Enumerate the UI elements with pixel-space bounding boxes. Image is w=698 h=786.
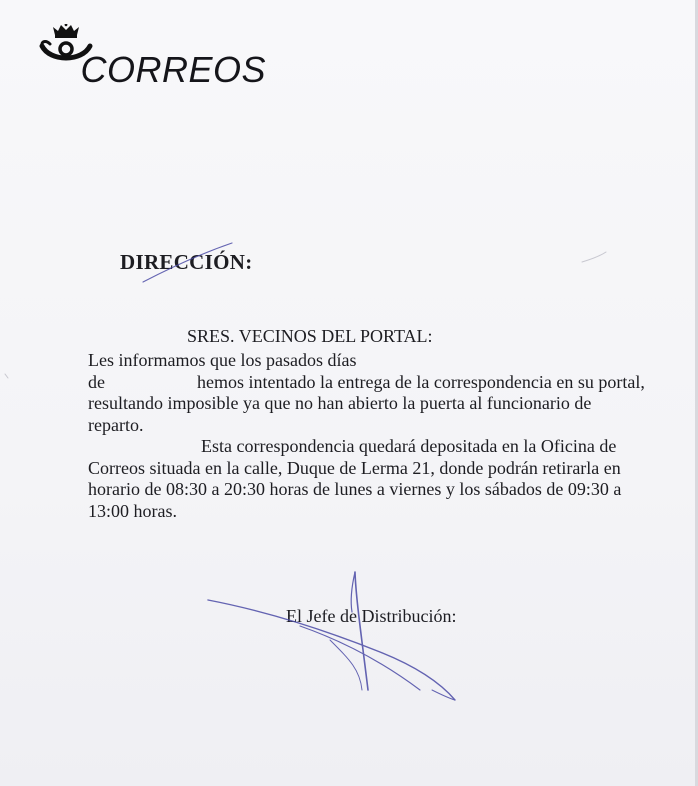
body-line: Correos situada en la calle, Duque de Lerma 21, donde podrán retirarla en bbox=[88, 457, 621, 478]
recipient-heading: DIRECCIÓN: bbox=[120, 250, 253, 274]
body-line-text: Esta correspondencia quedará depositada en la Oficina de bbox=[201, 436, 617, 456]
body-line: horario de 08:30 a 20:30 horas de lunes a viernes y los sábados de 09:30 a bbox=[88, 479, 622, 499]
body-line: Les informamos que los pasados días bbox=[88, 350, 357, 370]
body-line: resultando imposible ya que no han abierto la puerta al funcionario de bbox=[88, 393, 592, 413]
body-line-start: de bbox=[88, 371, 105, 392]
body-line bbox=[88, 436, 648, 458]
body-line: reparto. bbox=[88, 414, 144, 435]
brand-wordmark: CORREOS bbox=[80, 49, 266, 90]
body-line bbox=[88, 372, 648, 394]
body-line: 13:00 horas. bbox=[88, 500, 177, 521]
addressee-line: SRES. VECINOS DEL PORTAL: bbox=[187, 326, 433, 346]
letter-body bbox=[88, 350, 648, 522]
signatory-label: El Jefe de Distribución: bbox=[286, 606, 457, 626]
body-line-rest: hemos intentado la entrega de la correspondencia en su portal, bbox=[197, 371, 645, 392]
